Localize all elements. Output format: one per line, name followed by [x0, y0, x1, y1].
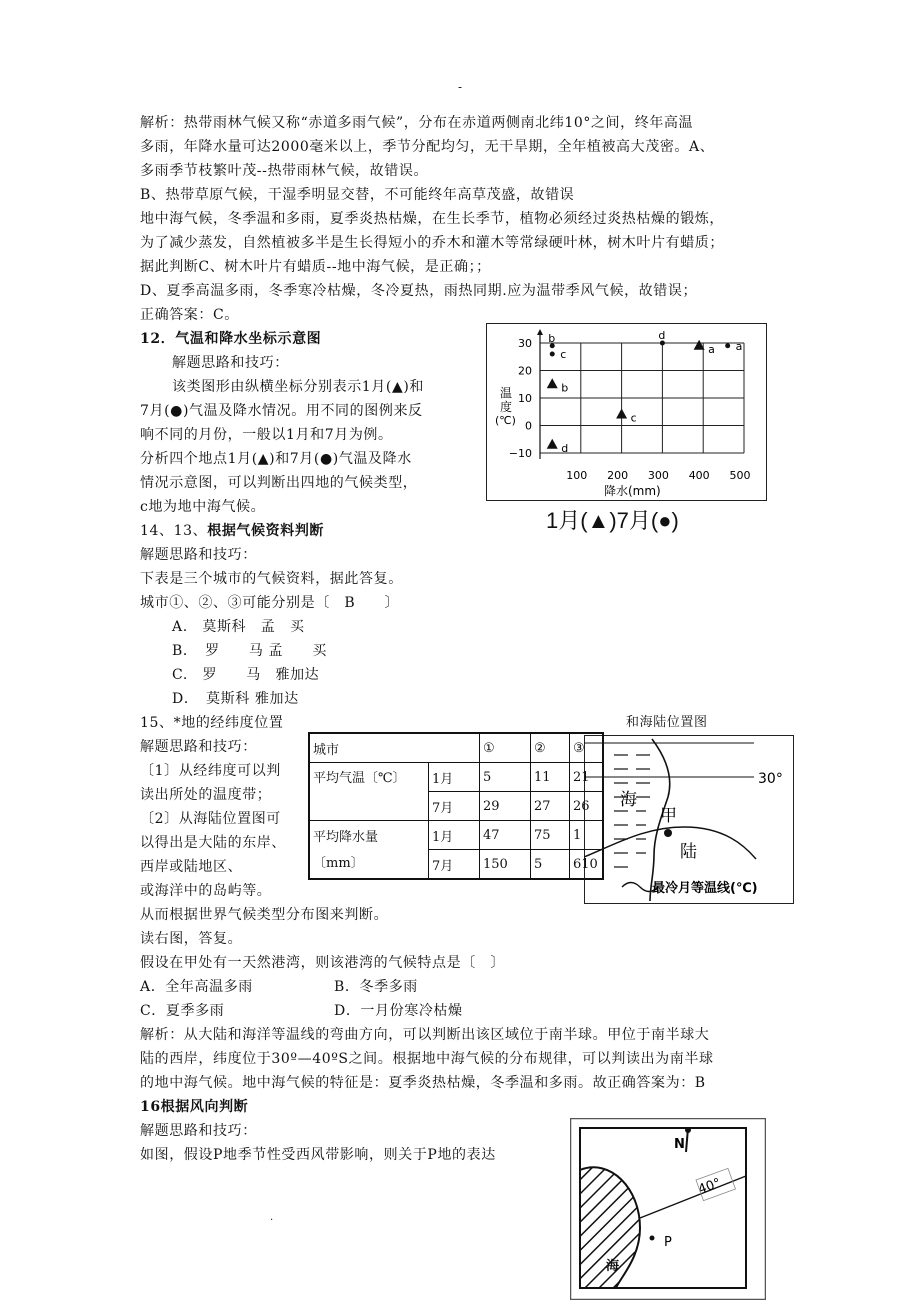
- jul-point-label: d: [658, 329, 666, 342]
- jul-circle-mark: [550, 352, 555, 357]
- question-line: 城市①、②、③可能分别是〔 B 〕: [140, 595, 400, 611]
- table-header-1: ①: [480, 733, 531, 763]
- jul-point-label: c: [560, 348, 567, 361]
- jul-point-label: a: [735, 339, 743, 353]
- chart-title: 1月(▲)7月(●): [546, 508, 679, 533]
- table-row: [309, 821, 603, 850]
- explanation-line: 的地中海气候。地中海气候的特征是：夏季炎热枯燥，冬季温和多雨。故正确答案为：B: [140, 1075, 706, 1091]
- table-row: [309, 763, 603, 792]
- table-cell: 150: [480, 850, 531, 880]
- option-a: A．全年高温多雨: [140, 979, 253, 995]
- jia-point: [664, 829, 672, 837]
- table-header-2: ②: [531, 733, 570, 763]
- map-title: 和海陆位置图: [626, 715, 708, 730]
- prec-label-2: 〔mm〕: [313, 856, 364, 871]
- analysis-line: 多雨季节枝繁叶茂--热带雨林气候，故错误。: [140, 163, 429, 179]
- map-legend: 最冷月等温线(℃): [652, 881, 758, 896]
- table-cell: 21: [570, 763, 604, 792]
- section-15-text: 西岸或陆地区、: [140, 859, 243, 875]
- wind-map: [570, 1118, 766, 1300]
- jul-circle-mark: [725, 343, 730, 348]
- section-14-heading: 根据气候资料判断: [207, 523, 325, 539]
- table-cell: 29: [480, 792, 531, 821]
- x-tick-label: 400: [688, 469, 710, 482]
- section-12-text: 响不同的月份，一般以1月和7月为例。: [140, 427, 393, 443]
- jia-label: 甲: [660, 806, 677, 826]
- jan-point-label: c: [630, 411, 637, 425]
- y-tick-label: 0: [525, 419, 532, 433]
- jan-point-label: b: [561, 381, 569, 395]
- jan-point-label: d: [561, 441, 569, 455]
- section-15-text: 从而根据世界气候类型分布图来判断。: [140, 907, 389, 923]
- ylabel-unit: (℃): [495, 414, 516, 427]
- section-15-text: 读出所处的温度带；: [140, 787, 272, 803]
- ylabel-mid: 度: [500, 400, 513, 414]
- climate-data-table: [308, 732, 604, 880]
- lat-label: 40°: [696, 1175, 724, 1198]
- section-14-text: 下表是三个城市的气候资料，据此答复。: [140, 571, 403, 587]
- analysis-line: 据此判断C、树木叶片有蜡质--地中海气候，是正确；；: [140, 259, 491, 275]
- section-16-title: 16根据风向判断: [140, 1099, 249, 1115]
- prec-label-1: 平均降水量: [313, 830, 379, 845]
- p-point: [650, 1236, 655, 1241]
- x-tick-label: 100: [566, 469, 588, 482]
- section-15-text: 〔1〕从经纬度可以判: [140, 763, 281, 779]
- option-d: D．一月份寒冷枯燥: [334, 1003, 463, 1019]
- y-tick-label: 10: [518, 392, 532, 405]
- section-12-text: 分析四个地点1月(▲)和7月(●)气温及降水: [140, 451, 412, 467]
- section-15-text: 以得出是大陆的东岸、: [140, 835, 286, 851]
- section-12-text: 该类图形由纵横坐标分别表示1月(▲)和: [172, 379, 424, 395]
- section-15-text: 读右图，答复。: [140, 931, 243, 947]
- option-b: B． 罗 马 孟 买: [172, 643, 327, 659]
- table-cell: 5: [531, 850, 570, 880]
- climate-scatter-chart: [486, 323, 767, 501]
- ylabel-top: 温: [500, 386, 513, 400]
- section-14-number: 14、13、: [140, 523, 208, 539]
- x-tick-label: 500: [729, 469, 751, 482]
- month-jul: 7月: [429, 792, 480, 821]
- table-cell: 26: [570, 792, 604, 821]
- table-cell: 5: [480, 763, 531, 792]
- tips-heading: 解题思路和技巧：: [140, 739, 257, 755]
- option-c: C．夏季多雨: [140, 1003, 225, 1019]
- sea-label: 海: [620, 790, 637, 810]
- jan-point-label: a: [708, 342, 715, 356]
- analysis-line: 解析：热带雨林气候又称“赤道多雨气候”，分布在赤道两侧南北纬10°之间，终年高温: [140, 115, 694, 131]
- table-cell: 47: [480, 821, 531, 850]
- analysis-line: D、夏季高温多雨，冬季寒冷枯燥，冬冷夏热，雨热同期.应为温带季风气候，故错误；: [140, 283, 698, 299]
- temp-label: 平均气温〔℃〕: [309, 763, 429, 821]
- section-15-text: 或海洋中的岛屿等。: [140, 883, 272, 899]
- y-tick-label: −10: [508, 447, 532, 460]
- table-cell: 27: [531, 792, 570, 821]
- question-line: 假设在甲处有一天然港湾，则该港湾的气候特点是〔 〕: [140, 955, 505, 971]
- y-tick-label: 20: [518, 364, 532, 378]
- table-cell: 610: [570, 850, 604, 880]
- map-frame: [585, 736, 794, 904]
- chart-xlabel: 降水(mm): [604, 484, 661, 498]
- table-header-city: 城市: [309, 733, 480, 763]
- month-jul: 7月: [429, 850, 480, 880]
- section-12-text: c地为地中海气候。: [140, 499, 266, 515]
- tips-heading: 解题思路和技巧：: [140, 547, 257, 563]
- analysis-line: 地中海气候，冬季温和多雨，夏季炎热枯燥，在生长季节，植物必须经过炎热枯燥的锻炼，: [140, 211, 724, 227]
- analysis-line: B、热带草原气候，干湿季明显交替，不可能终年高草茂盛，故错误: [140, 187, 575, 203]
- section-12-title: 12．气温和降水坐标示意图: [140, 331, 322, 347]
- page-footer-mark: .: [270, 1212, 274, 1223]
- north-label: N: [674, 1137, 685, 1152]
- section-15-title: 15、*地的经纬度位置: [140, 715, 284, 731]
- explanation-line: 解析：从大陆和海洋等温线的弯曲方向，可以判断出该区域位于南半球。甲位于南半球大: [140, 1027, 710, 1043]
- table-cell: 11: [531, 763, 570, 792]
- tips-heading: 解题思路和技巧：: [172, 355, 289, 371]
- page-header-mark: -: [458, 80, 463, 94]
- section-12-text: 7月(●)气温及降水情况。用不同的图例来反: [140, 403, 423, 419]
- sea-label: 海: [606, 1259, 620, 1274]
- analysis-line: 为了减少蒸发，自然植被多半是生长得短小的乔木和灌木等常绿硬叶林，树木叶片有蜡质；: [140, 235, 724, 251]
- month-jan: 1月: [429, 763, 480, 792]
- lat-label: 30°: [758, 771, 783, 787]
- month-jan: 1月: [429, 821, 480, 850]
- jul-point-label: b: [548, 331, 556, 345]
- section-16-text: 如图，假设P地季节性受西风带影响，则关于P地的表达: [140, 1147, 496, 1163]
- table-cell: 1: [570, 821, 604, 850]
- answer-line: 正确答案：C。: [140, 307, 239, 323]
- x-tick-label: 300: [647, 469, 669, 482]
- land-label: 陆: [680, 842, 697, 862]
- option-c: C. 罗 马 雅加达: [172, 667, 320, 683]
- table-cell: 75: [531, 821, 570, 850]
- section-12-text: 情况示意图，可以判断出四地的气候类型，: [140, 475, 418, 491]
- x-tick-label: 200: [607, 469, 629, 482]
- analysis-line: 多雨，年降水量可达2000毫米以上，季节分配均匀，无干旱期，全年植被高大茂密。A、: [140, 139, 715, 155]
- option-d: D． 莫斯科 雅加达: [172, 691, 299, 707]
- section-14-title: [140, 522, 324, 540]
- option-b: B．冬季多雨: [334, 979, 418, 995]
- explanation-line: 陆的西岸，纬度位于30º—40ºS之间。根据地中海气候的分布规律，可以判读出为南半球: [140, 1051, 714, 1067]
- prec-label: [309, 821, 429, 880]
- p-label: P: [664, 1235, 672, 1250]
- table-header-3: ③: [570, 733, 604, 763]
- option-a: A. 莫斯科 孟 买: [172, 619, 305, 635]
- sea-land-map: [584, 735, 794, 904]
- tips-heading: 解题思路和技巧：: [140, 1123, 257, 1139]
- y-tick-label: 30: [518, 337, 532, 350]
- section-15-text: 〔2〕从海陆位置图可: [140, 811, 281, 827]
